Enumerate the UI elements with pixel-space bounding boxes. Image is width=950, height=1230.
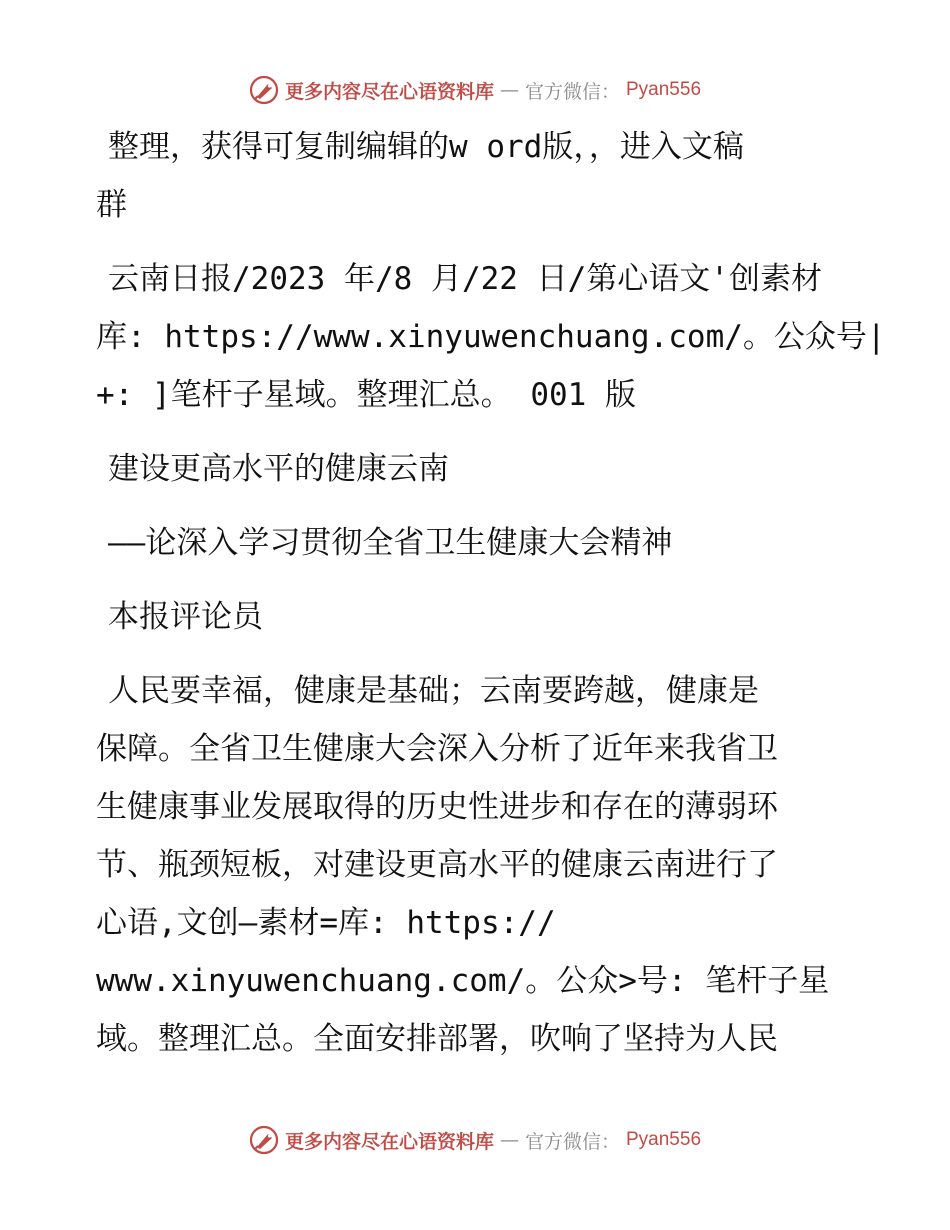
pen-nib-logo-icon	[249, 1125, 279, 1155]
text-line: 库: https://www.xinyuwenchuang.com/。公众号|	[96, 319, 886, 355]
watermark-contact-label: 官方微信：	[524, 1130, 620, 1153]
text-line: 群	[96, 187, 127, 223]
header-watermark	[0, 70, 950, 110]
watermark-separator: —	[499, 79, 519, 101]
text-line: +: ]笔杆子星域。整理汇总。 001 版	[96, 377, 636, 413]
watermark-brand: 更多内容尽在心语资料库	[284, 1130, 494, 1153]
text-line: www.xinyuwenchuang.com/。公众>号: 笔杆子星	[96, 963, 830, 999]
watermark-contact-id: Pyan556	[626, 79, 702, 100]
text-line: 云南日报/2023 年/8 月/22 日/第心语文'创素材	[108, 261, 822, 297]
text-line: 本报评论员	[108, 599, 263, 635]
text-line: 保障。全省卫生健康大会深入分析了近年来我省卫	[96, 731, 778, 767]
paragraph-intro	[96, 118, 856, 234]
article-byline	[96, 588, 856, 646]
text-line: 整理，获得可复制编辑的w ord版，，进入文稿	[108, 129, 744, 165]
paragraph-body	[96, 662, 856, 1068]
article-subtitle	[96, 514, 856, 572]
document-body	[96, 118, 886, 1084]
text-line: 心语,文创—素材=库: https://	[96, 905, 556, 941]
article-title	[96, 440, 856, 498]
watermark-contact-label: 官方微信：	[524, 80, 620, 103]
text-line: 生健康事业发展取得的历史性进步和存在的薄弱环	[96, 789, 778, 825]
paragraph-source	[96, 250, 886, 424]
text-line: 节、瓶颈短板，对建设更高水平的健康云南进行了	[96, 847, 778, 883]
watermark-contact-id: Pyan556	[626, 1129, 702, 1150]
footer-watermark	[0, 1120, 950, 1160]
text-line: 人民要幸福，健康是基础；云南要跨越，健康是	[108, 673, 759, 709]
text-line: 域。整理汇总。全面安排部署，吹响了坚持为人民	[96, 1021, 778, 1057]
watermark-separator: —	[499, 1129, 519, 1151]
watermark-brand: 更多内容尽在心语资料库	[284, 80, 494, 103]
text-line: 建设更高水平的健康云南	[108, 451, 449, 487]
text-line: ——论深入学习贯彻全省卫生健康大会精神	[108, 525, 673, 561]
pen-nib-logo-icon	[249, 75, 279, 105]
